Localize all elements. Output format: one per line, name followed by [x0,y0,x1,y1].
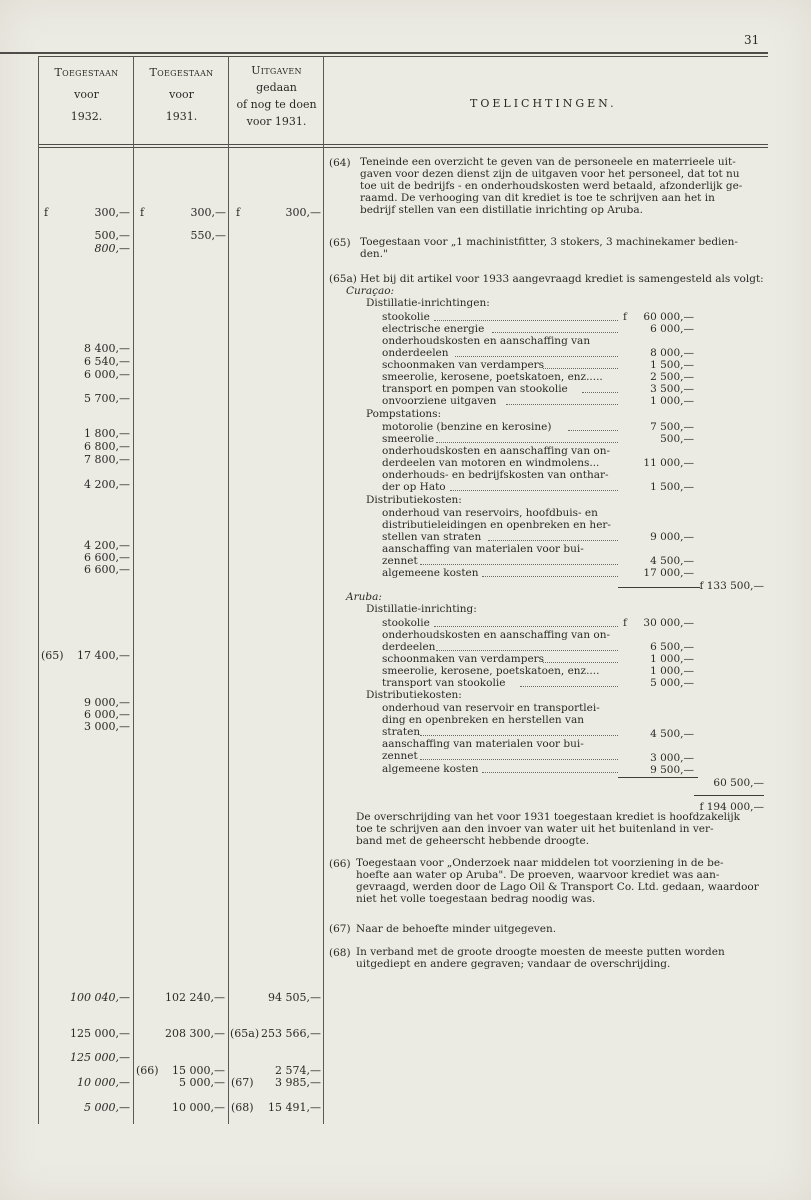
header-col3-line4: voor 1931. [246,115,307,128]
col1-500: 500,— [94,229,130,242]
aru-distil-item-amount: 1 000,— [650,665,694,677]
detail2-num-3: 3 000,— [84,720,130,733]
aru-distrib-item-cont: zennet [382,750,418,762]
aru-distil-item-label: smeerolie, kerosene, poetskatoen, enz.... [382,665,600,677]
detail-num-8: 4 200,— [84,478,130,491]
cur-distil-item-amount: 3 500,— [650,383,694,395]
aru-distil-item-amount: 30 000,— [643,617,694,629]
aru-distrib-item-amount: 4 500,— [650,728,694,740]
cur-pomp-item-label: onderhouds- en bedrijfskosten van onthar- [382,469,609,481]
col-rule-2 [133,56,134,1124]
leader-dots [543,368,618,369]
aru-distrib-item-cont: straten [382,726,421,738]
note68-text [356,947,725,971]
col-rule-1 [38,56,39,1124]
cur-pomp-item-cont: der op Hato [382,481,446,493]
detail2-num-2: 6 000,— [84,708,130,721]
note67-label: (67) [329,923,351,935]
total-r4-c3: 2 574,— [275,1064,321,1077]
page-number: 31 [744,33,760,47]
overschrijding-line: toe te schrijven aan den invoer van water uit het buitenland in ver- [356,822,714,835]
cur-distil-item-label: onvoorziene uitgaven [382,395,497,407]
note64-text [360,157,742,217]
col2-value: 300,— [190,206,226,219]
leader-dots [543,662,618,663]
total-r6-label3: (68) [231,1101,254,1114]
leader-dots [492,332,618,333]
note65a-intro: (65a) Het bij dit artikel voor 1933 aangevraagd krediet is samengesteld als volgt: [329,273,764,285]
cur-pomp-item-amount: 11 000,— [643,457,694,469]
total-r1-c2: 102 240,— [165,991,225,1004]
cur-distil-item-label: stookolie [382,311,430,323]
col-rule-4 [323,56,324,1124]
note64-line: gaven voor dezen dienst zijn de uitgaven voor het personeel, dat tot nu [360,167,740,180]
cur-distil-item-label: transport en pompen van stookolie [382,383,568,395]
note68-line: In verband met de groote droogte moesten de meeste putten worden [356,946,725,958]
note67-text: Naar de behoefte minder uitgegeven. [356,923,557,935]
cur-distil-heading: Distillatie-inrichtingen: [366,297,490,309]
aru-distrib-item-amount: 3 000,— [650,752,694,764]
aru-distil-item-f: f [623,617,627,629]
leader-dots [488,540,618,541]
total-r4-c2: 15 000,— [172,1064,225,1077]
aru-distil-item-label: schoonmaken van verdampers [382,653,545,665]
total-r2-c3: 253 566,— [261,1027,321,1040]
overschrijding-line: De overschrijding van het voor 1931 toegestaan krediet is hoofdzakelijk [356,811,741,823]
overschrijding-text [356,812,740,848]
col2-550: 550,— [190,229,226,242]
detail-num-9: 4 200,— [84,539,130,552]
cur-distrib-item-amount: 9 000,— [650,531,694,543]
row65-value: 17 400,— [77,649,130,662]
note65-line: den." [360,247,388,260]
aruba-total: 60 500,— [713,777,764,789]
cur-distrib-item-label: onderhoud van reservoirs, hoofdbuis- en [382,507,598,519]
grand-sum-rule [694,795,764,796]
detail-num-6: 6 800,— [84,440,130,453]
total-r1-c1: 100 040,— [70,991,130,1004]
cur-distil-item-f: f [623,311,627,323]
cur-distrib-item-amount: 17 000,— [643,567,694,579]
aru-distil-item-amount: 1 000,— [650,653,694,665]
cur-distrib-item-cont: stellen van straten [382,531,482,543]
header-col2-line2: voor [169,88,194,101]
header-col3-line1: Uitgaven [251,64,302,77]
note64-line: raamd. De verhooging van dit krediet is toe te schrijven aan het in [360,191,715,204]
header-bottom-rule-2 [38,147,768,148]
total-r5-c3: 3 985,— [275,1076,321,1089]
cur-distil-item-amount: 8 000,— [650,347,694,359]
leader-dots [455,356,618,357]
cur-distil-item-amount: 6 000,— [650,323,694,335]
total-r5-c2: 5 000,— [179,1076,225,1089]
note64-line: bedrijf stellen van een distillatie inrichting op Aruba. [360,203,643,216]
note64-label: (64) [329,157,351,169]
detail-num-4: 5 700,— [84,392,130,405]
cur-distil-item-label: onderhoudskosten en aanschaffing van [382,335,591,347]
header-col3 [230,62,323,130]
leader-dots [506,404,618,405]
curacao-total: f 133 500,— [699,580,764,592]
header-col3-line3: of nog te doen [236,98,317,111]
note66-text [356,858,759,906]
note66-line: hoefte aan water op Aruba". De proeven, waarvoor krediet was aan- [356,868,720,881]
note65-label: (65) [329,237,351,249]
cur-distrib-item-cont1: distributieleidingen en openbreken en her- [382,519,611,531]
cur-distil-item-amount: 1 500,— [650,359,694,371]
cur-distil-item-amount: 1 000,— [650,395,694,407]
cur-distrib-item-amount: 4 500,— [650,555,694,567]
detail-num-1: 8 400,— [84,342,130,355]
leader-dots [450,490,618,491]
cur-distrib-item-label: algemeene kosten [382,567,479,579]
leader-dots [420,759,618,760]
detail-num-7: 7 800,— [84,453,130,466]
total-r2-c1: 125 000,— [70,1027,130,1040]
aru-distrib-item-label: aanschaffing van materialen voor bui- [382,738,584,750]
header-bottom-rule [38,144,768,145]
col-rule-3 [228,56,229,1124]
cur-distil-item-cont: onderdeelen [382,347,449,359]
aru-distrib-item-label: onderhoud van reservoir en transportlei- [382,702,600,714]
note68-label: (68) [329,947,351,959]
leader-dots [482,576,618,577]
cur-distrib-item-cont: zennet [382,555,418,567]
cur-distrib-item-label: aanschaffing van materialen voor bui- [382,543,584,555]
cur-distil-item-label: schoonmaken van verdampers [382,359,545,371]
aruba-sum-rule [618,777,698,778]
header-col1-line3: 1932. [70,110,103,123]
leader-dots [434,626,618,627]
header-col1-line1: Toegestaan [54,66,119,79]
leader-dots [420,735,618,736]
cur-pomp-item-amount: 500,— [660,433,694,445]
row65-label: (65) [41,649,64,662]
aru-distil-item-cont: derdeelen [382,641,436,653]
aruba-heading: Aruba: [346,591,382,603]
note66-line: niet het volle toegestaan bedrag noodig was. [356,892,596,905]
cur-distil-item-amount: 60 000,— [643,311,694,323]
total-r6-c1: 5 000,— [84,1101,130,1114]
header-col3-line2: gedaan [256,81,297,94]
total-r1-c3: 94 505,— [268,991,321,1004]
aru-distil-item-label: onderhoudskosten en aanschaffing van on- [382,629,611,641]
leader-dots [482,772,618,773]
leader-dots [520,686,618,687]
detail-num-5: 1 800,— [84,427,130,440]
header-col2-line3: 1931. [165,110,198,123]
overschrijding-line: band met de geheerscht hebbende droogte. [356,834,590,847]
leader-dots [436,650,618,651]
note66-line: Toegestaan voor „Onderzoek naar middelen tot voorziening in de be- [356,857,724,869]
cur-distil-item-label: electrische energie [382,323,485,335]
cur-pomp-item-amount: 1 500,— [650,481,694,493]
header-top-rule [0,52,768,54]
cur-distil-item-amount: 2 500,— [650,371,694,383]
cur-distrib-heading: Distributiekosten: [366,494,462,506]
header-col1 [40,64,133,126]
aru-distrib-heading: Distributiekosten: [366,689,462,701]
detail-num-10: 6 600,— [84,551,130,564]
aru-distil-heading: Distillatie-inrichting: [366,603,477,615]
detail-num-2: 6 540,— [84,355,130,368]
header-col1-line2: voor [74,88,99,101]
note66-line: gevraagd, werden door de Lago Oil & Transport Co. Ltd. gedaan, waardoor [356,880,759,893]
cur-pomp-item-label: smeerolie [382,433,435,445]
col2-f-sign: f [140,206,145,219]
col1-f-sign: f [44,206,49,219]
cur-pomp-item-label: onderhoudskosten en aanschaffing van on- [382,445,611,457]
header-col2 [135,64,228,126]
leader-dots [582,392,618,393]
aru-distrib-item-label: algemeene kosten [382,763,479,775]
col3-f-sign: f [236,206,241,219]
cur-pomp-item-amount: 7 500,— [650,421,694,433]
aru-distrib-item-amount: 9 500,— [650,764,694,776]
header-toelichtingen: TOELICHTINGEN. [470,97,617,110]
cur-distil-item-label: smeerolie, kerosene, poetskatoen, enz..... [382,371,603,383]
curacao-heading: Curaçao: [346,285,395,297]
cur-pomp-item-cont: derdeelen van motoren en windmolens... [382,457,600,469]
header-top-rule-2 [38,56,768,57]
note64-line: toe uit de bedrijfs - en onderhoudskosten werd betaald, afzonderlijk ge- [360,179,743,192]
leader-dots [420,564,618,565]
detail-num-11: 6 600,— [84,563,130,576]
total-r6-c3: 15 491,— [268,1101,321,1114]
aru-distrib-item-cont1: ding en openbreken en herstellen van [382,714,584,726]
note65-line: Toegestaan voor „1 machinistfitter, 3 stokers, 3 machinekamer bedien- [360,236,738,248]
total-r2-c2: 208 300,— [165,1027,225,1040]
note66-label: (66) [329,858,351,870]
aru-distil-item-label: stookolie [382,617,430,629]
col1-800: 800,— [94,242,130,255]
col3-value: 300,— [285,206,321,219]
header-col2-line1: Toegestaan [149,66,214,79]
curacao-sum-rule [618,587,700,588]
cur-pomp-heading: Pompstations: [366,408,442,420]
total-r4-label2: (66) [136,1064,159,1077]
aru-distil-item-amount: 5 000,— [650,677,694,689]
total-r2-label3: (65a) [230,1027,260,1040]
note68-line: uitgediept en andere gegraven; vandaar de overschrijding. [356,957,671,970]
total-r3-c1: 125 000,— [70,1051,130,1064]
leader-dots [434,320,618,321]
aru-distil-item-amount: 6 500,— [650,641,694,653]
grand-total: f 194 000,— [699,801,764,813]
total-r5-label3: (67) [231,1076,254,1089]
cur-pomp-item-label: motorolie (benzine en kerosine) [382,421,552,433]
total-r6-c2: 10 000,— [172,1101,225,1114]
aru-distil-item-label: transport van stookolie [382,677,506,689]
leader-dots [568,430,618,431]
detail2-num-1: 9 000,— [84,696,130,709]
leader-dots [436,442,618,443]
note65-text [360,237,738,261]
note64-line: Teneinde een overzicht te geven van de personeele en materrieele uit- [360,156,736,168]
col1-value: 300,— [94,206,130,219]
detail-num-3: 6 000,— [84,368,130,381]
total-r5-c1: 10 000,— [77,1076,130,1089]
